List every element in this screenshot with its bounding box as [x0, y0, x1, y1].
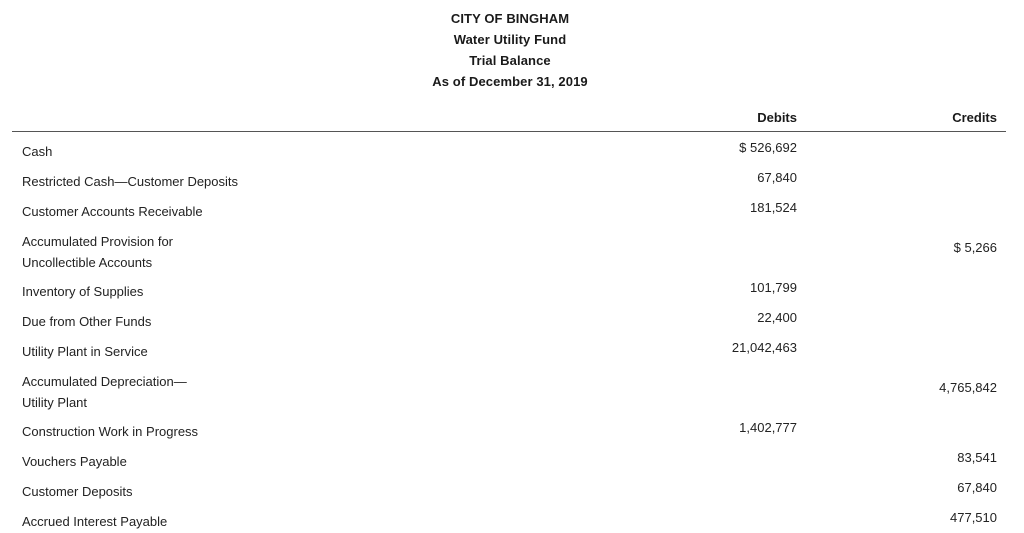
credits-column-header: Credits: [952, 110, 997, 125]
debits-column-header: Debits: [757, 110, 797, 125]
table-row: [0, 163, 1024, 193]
account-name: Inventory of Supplies: [22, 284, 144, 299]
debit-amount: $ 526,692: [739, 140, 797, 155]
debit-amount: 101,799: [750, 280, 797, 295]
debit-amount: 181,524: [750, 200, 797, 215]
account-name: Restricted Cash—Customer Deposits: [22, 174, 239, 189]
debit-amount: 22,400: [757, 310, 797, 325]
account-name: Accumulated Depreciation— Utility Plant: [22, 374, 187, 410]
credit-amount: 83,541: [957, 450, 997, 465]
account-name: Utility Plant in Service: [22, 344, 148, 359]
table-row: [0, 273, 1024, 303]
fund-name: Water Utility Fund: [453, 32, 567, 47]
statement-date: As of December 31, 2019: [432, 74, 588, 89]
table-row: [0, 503, 1024, 533]
table-row: [0, 363, 1024, 413]
debit-amount: 21,042,463: [731, 340, 797, 355]
column-headers: [0, 108, 1024, 128]
statement-title: Trial Balance: [469, 53, 551, 68]
credit-amount: 67,840: [957, 480, 997, 495]
table-row: [0, 443, 1024, 473]
account-name: Customer Accounts Receivable: [22, 204, 203, 219]
account-name: Accrued Interest Payable: [22, 514, 168, 529]
credit-amount: 477,510: [950, 510, 997, 525]
table-row: [0, 303, 1024, 333]
table-row: [0, 473, 1024, 503]
debit-amount: 1,402,777: [739, 420, 797, 435]
account-name: Customer Deposits: [22, 484, 133, 499]
account-name: Vouchers Payable: [22, 454, 127, 469]
statement-header: [0, 8, 1020, 92]
table-row: [0, 413, 1024, 443]
debit-amount: 67,840: [757, 170, 797, 185]
table-row: [0, 333, 1024, 363]
header-divider: [12, 131, 1006, 132]
account-name: Cash: [22, 144, 53, 159]
credit-amount: 4,765,842: [939, 380, 997, 395]
table-row: [0, 193, 1024, 223]
trial-balance-table: [0, 133, 1024, 533]
table-row: [0, 133, 1024, 163]
account-name: Construction Work in Progress: [22, 424, 199, 439]
account-name: Accumulated Provision for Uncollectible Accounts: [22, 234, 174, 270]
entity-name: CITY OF BINGHAM: [450, 11, 570, 26]
table-row: [0, 223, 1024, 273]
credit-amount: $ 5,266: [953, 240, 997, 255]
account-name: Due from Other Funds: [22, 314, 152, 329]
